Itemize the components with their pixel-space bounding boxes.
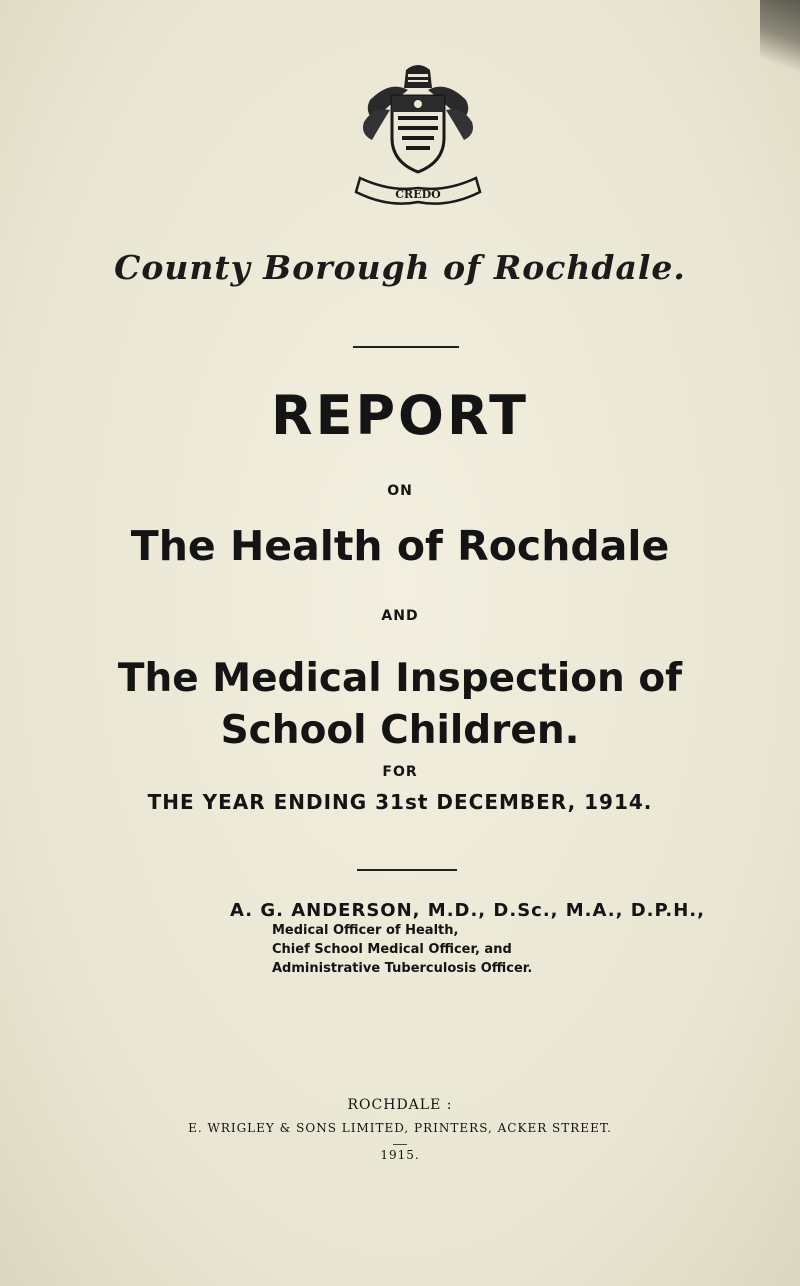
subject-health: The Health of Rochdale (130, 522, 670, 570)
divider-top (353, 346, 459, 348)
author-title: Chief School Medical Officer, and (272, 942, 512, 957)
divider-bottom (357, 869, 457, 871)
author-title: Medical Officer of Health, (272, 923, 459, 938)
corporation-heading: County Borough of Rochdale. (114, 248, 686, 287)
connector-for: FOR (382, 764, 418, 780)
subject-medical-line1: The Medical Inspection of (117, 656, 683, 701)
author-name: A. G. ANDERSON, M.D., D.Sc., M.A., D.P.H., (230, 900, 705, 921)
imprint-year: 1915. (380, 1148, 420, 1162)
borough-crest-icon (350, 60, 486, 210)
subject-medical-line2: School Children. (220, 708, 580, 753)
imprint-dash (393, 1144, 407, 1145)
report-title: REPORT (271, 384, 529, 447)
report-period: THE YEAR ENDING 31st DECEMBER, 1914. (147, 790, 653, 814)
imprint-printer: E. WRIGLEY & SONS LIMITED, PRINTERS, ACKER STREET. (188, 1121, 612, 1135)
crest-motto: CREDO (395, 188, 441, 201)
author-block (230, 900, 705, 978)
author-title: Administrative Tuberculosis Officer. (272, 961, 533, 976)
imprint-place: ROCHDALE : (347, 1097, 453, 1113)
page-corner-damage (760, 0, 800, 90)
connector-and: AND (381, 608, 419, 624)
connector-on: ON (387, 483, 413, 499)
